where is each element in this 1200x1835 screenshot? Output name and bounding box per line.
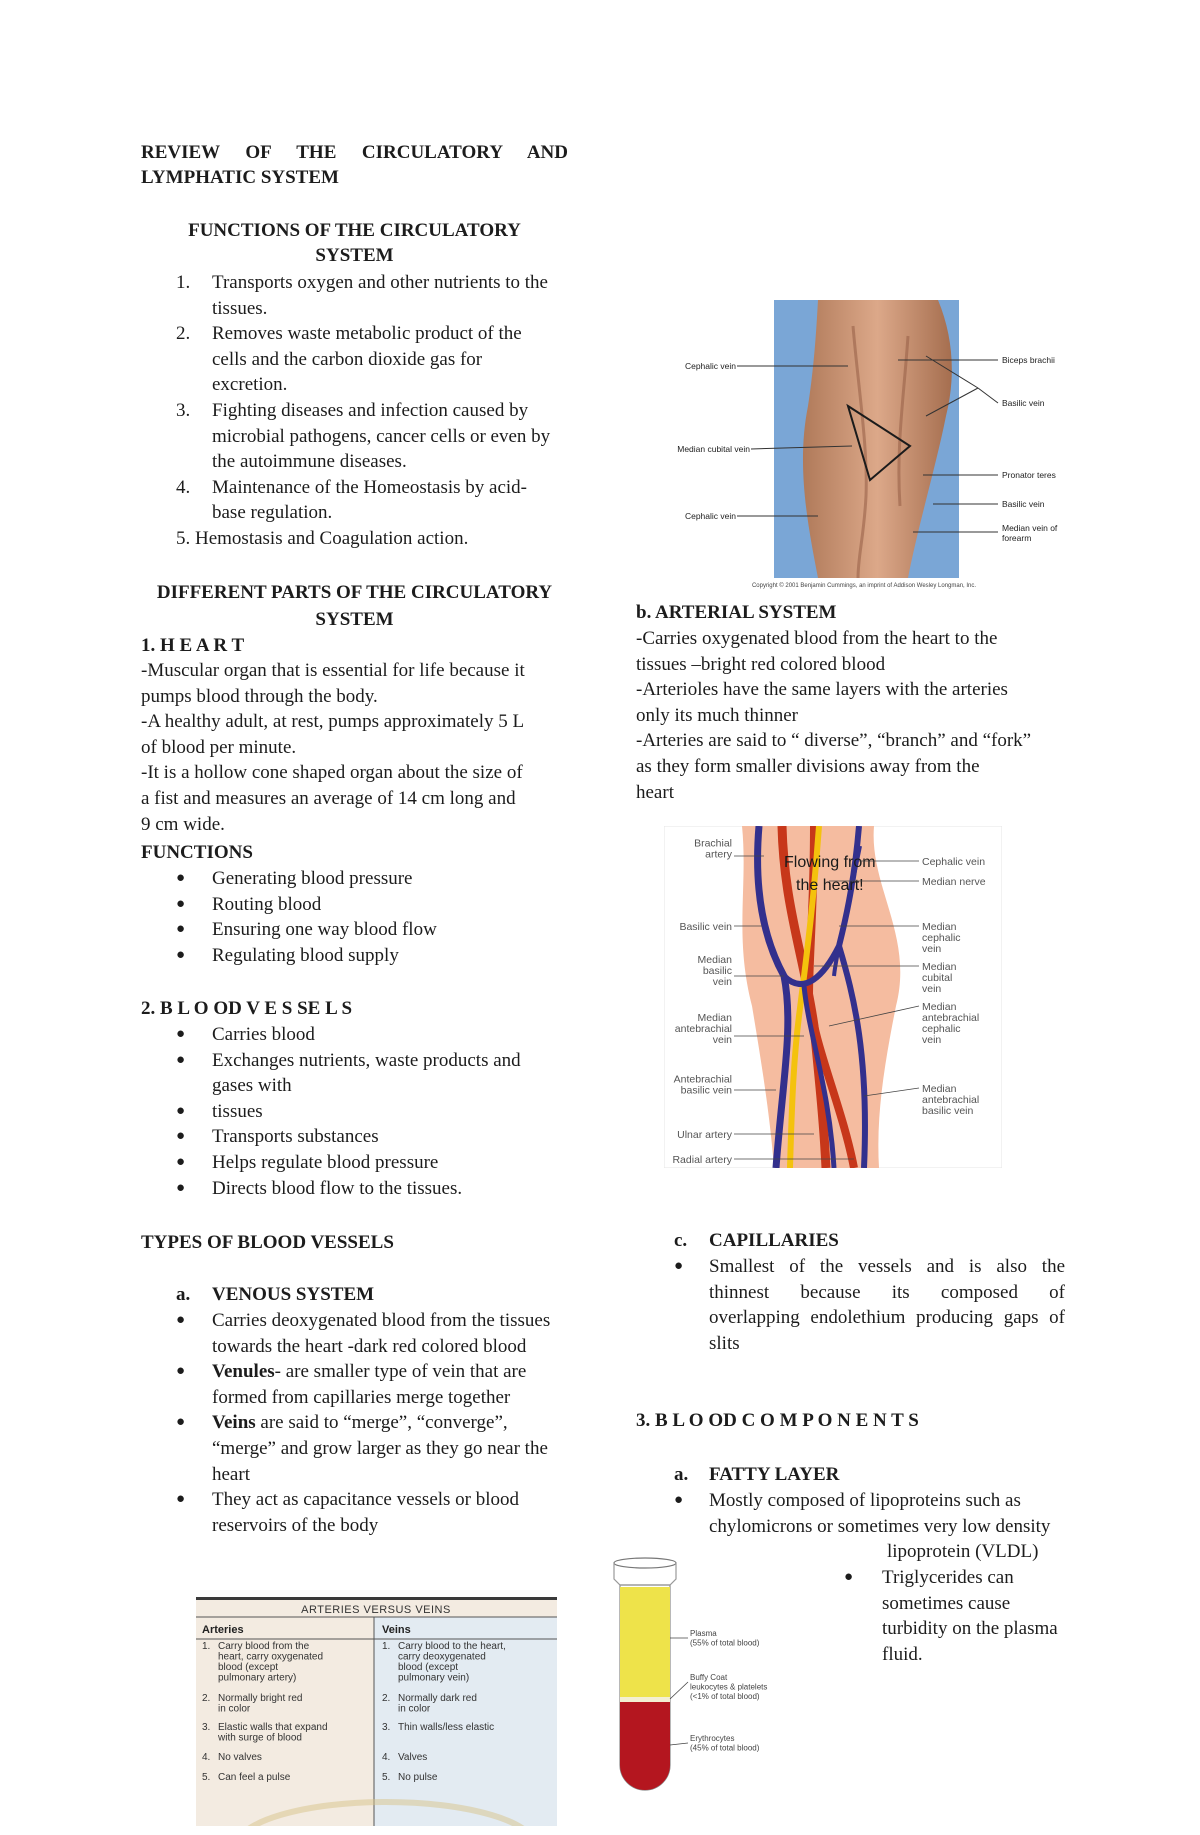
tube-label: Plasma	[690, 1629, 717, 1638]
arterial-heading: b. ARTERIAL SYSTEM	[636, 602, 837, 623]
diagram-label-left: Antebrachial	[673, 1073, 732, 1086]
arm-vessels-diagram	[664, 826, 1002, 1168]
arteries-versus-veins-table	[196, 1597, 557, 1826]
table-cell-number: 5.	[202, 1772, 211, 1783]
diagram-label-left: Radial artery	[672, 1154, 732, 1166]
flow-text-line2: the heart!	[796, 877, 864, 894]
vessels-list	[176, 1022, 576, 1201]
label-cephalic-vein-2: Cephalic vein	[684, 511, 736, 521]
list-item: ● Carries blood	[176, 1024, 315, 1045]
table-cell-text: No valves	[218, 1752, 262, 1763]
blood-tube-figure	[610, 1555, 800, 1800]
list-item: ● They act as capacitance vessels or blood reservoirs of the body	[176, 1489, 520, 1536]
table-cell-text: in color	[218, 1703, 251, 1715]
table-cell-text: Valves	[398, 1752, 428, 1763]
diagram-label-left: Median	[697, 954, 732, 966]
diagram-label-right: cephalic	[922, 1023, 961, 1035]
diagram-label-right: Median	[922, 921, 957, 933]
erythrocytes-layer	[620, 1702, 670, 1790]
list-item: ● Exchanges nutrients, waste products and	[176, 1049, 521, 1071]
table-cell-text: Thin walls/less elastic	[398, 1722, 495, 1733]
components-heading: 3. B L O OD C O M P O N E N T S	[636, 1410, 919, 1431]
tube-label: (55% of total blood)	[690, 1638, 760, 1648]
table-cell-text: Can feel a pulse	[218, 1772, 291, 1783]
table-cell-veins	[382, 1722, 494, 1733]
functions-list	[176, 270, 576, 552]
list-item: ● Helps regulate blood pressure	[176, 1151, 439, 1173]
heart-functions-heading: FUNCTIONS	[141, 842, 253, 863]
list-item: 2. Removes waste metabolic product of the cells and the carbon dioxide gas for excretion.	[176, 323, 522, 396]
table-cell-number: 1.	[382, 1641, 391, 1652]
fatty-label: a.	[674, 1464, 689, 1485]
label-median-vein-forearm-2: forearm	[1002, 533, 1032, 543]
plasma-layer	[620, 1587, 670, 1697]
table-cell-text: Normally bright red	[218, 1693, 303, 1704]
diagram-label-left: Median	[697, 1012, 732, 1024]
list-item: ● tissues	[176, 1100, 263, 1122]
list-item: ● Veins are said to “merge”, “converge”, “merge” and grow larger as they go near the heart	[176, 1412, 548, 1485]
diagram-label-left: Basilic vein	[679, 921, 732, 933]
list-item: ● Mostly composed of lipoproteins such as chylomicrons or sometimes very low density lipoprotein (VLDL)	[674, 1490, 1051, 1563]
triglycerides-list	[844, 1565, 1084, 1667]
list-item: ● Transports substances	[176, 1126, 379, 1148]
table-cell-number: 2.	[382, 1693, 391, 1704]
flow-text-line1: Flowing from	[784, 854, 876, 871]
diagram-label-right: Median	[922, 1083, 957, 1095]
tube-label: Erythrocytes	[690, 1734, 735, 1743]
capillaries-label: c.	[674, 1230, 688, 1251]
table-cell-number: 1.	[202, 1641, 211, 1652]
list-item: ● Routing blood	[176, 893, 322, 915]
list-item: 4. Maintenance of the Homeostasis by acid- base regulation.	[176, 476, 527, 524]
table-cell-text: No pulse	[398, 1772, 438, 1783]
table-cell-text: blood (except	[218, 1662, 279, 1673]
tube-label: leukocytes & platelets	[690, 1682, 768, 1692]
heart-heading: 1. H E A R T	[141, 635, 245, 656]
venous-label: a.	[176, 1284, 191, 1305]
doc-title-line1: REVIEW OF THE CIRCULATORY AND	[141, 142, 568, 163]
label-median-vein-forearm: Median vein of	[1002, 523, 1058, 533]
table-cell-veins	[382, 1752, 427, 1763]
tube-label: (45% of total blood)	[690, 1743, 760, 1753]
table-cell-text: Carry blood from the	[218, 1641, 310, 1652]
diagram-label-right: vein	[922, 943, 942, 955]
diagram-label-right: basilic vein	[922, 1105, 974, 1117]
diagram-label-left: Ulnar artery	[677, 1129, 732, 1141]
table-cell-text: with surge of blood	[218, 1732, 302, 1744]
table-cell-number: 3.	[202, 1722, 211, 1733]
fatty-heading: FATTY LAYER	[709, 1464, 840, 1485]
types-heading: TYPES OF BLOOD VESSELS	[141, 1232, 394, 1253]
buffy-coat-layer	[620, 1697, 670, 1702]
table-cell-number: 5.	[382, 1772, 391, 1783]
figure-copyright: Copyright © 2001 Benjamin Cummings, an imprint of Addison Wesley Longman, Inc.	[751, 583, 977, 589]
tube-labels	[690, 1629, 767, 1753]
diagram-label-right: cephalic	[922, 932, 961, 944]
list-item: 1. Transports oxygen and other nutrients to the tissues.	[176, 272, 548, 319]
label-basilic-vein-2: Basilic vein	[1002, 499, 1045, 509]
arm-veins-photo	[668, 296, 1058, 590]
list-item: ● Triglycerides can sometimes cause turbidity on the plasma fluid.	[844, 1567, 1058, 1665]
diagram-label-left: antebrachial	[674, 1023, 732, 1035]
label-median-cubital-vein: Median cubital vein	[677, 444, 750, 454]
table-cell-number: 4.	[202, 1752, 211, 1763]
label-cephalic-vein-1: Cephalic vein	[684, 361, 736, 371]
table-cell-text: Carry blood to the heart,	[398, 1641, 506, 1652]
fatty-list	[674, 1488, 1094, 1565]
list-item: ● Ensuring one way blood flow	[176, 919, 437, 941]
venous-heading: VENOUS SYSTEM	[212, 1284, 375, 1305]
diagram-label-left: vein	[712, 976, 732, 988]
table-cell-text: carry deoxygenated	[398, 1651, 486, 1663]
diagram-label-right: cubital	[922, 972, 953, 984]
list-item: ● Regulating blood supply	[176, 944, 399, 966]
venous-list	[176, 1308, 576, 1538]
tube-label: Buffy Coat	[690, 1673, 728, 1682]
table-cell-text: pulmonary artery)	[218, 1672, 297, 1684]
table-cell-text: blood (except	[398, 1662, 459, 1673]
diagram-label-right: Median	[922, 1001, 957, 1013]
arterial-description: -Carries oxygenated blood from the heart to the tissues –bright red colored blood -Arterioles have the same layers with the arteries only its much thinner -Arteries are said to “ diverse”, “branch” and “fork” as they form smaller divisions away from the heart	[636, 628, 1032, 803]
table-cell-text: in color	[398, 1703, 431, 1715]
list-item: ● Venules- are smaller type of vein that are formed from capillaries merge together	[176, 1361, 527, 1408]
table-title: ARTERIES VERSUS VEINS	[301, 1604, 451, 1616]
list-item: ● Generating blood pressure	[176, 868, 413, 889]
diagram-label-right: Median nerve	[922, 876, 986, 888]
diagram-label-right: Cephalic vein	[922, 856, 986, 868]
table-header-veins: Veins	[382, 1624, 411, 1636]
diagram-label-left: vein	[712, 1034, 732, 1046]
table-cell-number: 2.	[202, 1693, 211, 1704]
list-item: gases with	[212, 1075, 292, 1097]
label-basilic-vein-1: Basilic vein	[1002, 398, 1045, 408]
diagram-label-left: artery	[705, 848, 732, 861]
tube-label: (<1% of total blood)	[690, 1692, 760, 1701]
vessels-heading: 2. B L O OD V E S SE L S	[141, 998, 353, 1019]
diagram-label-right: vein	[922, 1034, 942, 1046]
heart-functions-list	[176, 866, 576, 968]
table-cell-number: 3.	[382, 1722, 391, 1733]
table-cell-text: pulmonary vein)	[398, 1672, 470, 1684]
list-item: ● Carries deoxygenated blood from the tissues towards the heart -dark red colored blood	[176, 1310, 551, 1357]
diagram-label-left: basilic vein	[680, 1084, 732, 1097]
table-cell-text: Normally dark red	[398, 1693, 477, 1704]
diagram-label-right: vein	[922, 983, 942, 995]
list-item: 5. Hemostasis and Coagulation action.	[176, 527, 469, 549]
functions-heading: FUNCTIONS OF THE CIRCULATORY SYSTEM	[188, 220, 521, 266]
label-biceps-brachii: Biceps brachii	[1002, 355, 1055, 365]
list-item: 3. Fighting diseases and infection caused by microbial pathogens, cancer cells or even by the autoimmune diseases.	[176, 399, 551, 473]
table-cell-number: 4.	[382, 1752, 391, 1763]
heart-description: -Muscular organ that is essential for life because it pumps blood through the body. -A healthy adult, at rest, pumps approximately 5 L of blood per minute. -It is a hollow cone shaped organ about the size of a fist and measures an average of 14 cm long and 9 cm wide.	[141, 660, 525, 835]
list-item: ● Smallest of the vessels and is also the thinnest because its composed of overlapping endolethium producing gaps of slits	[674, 1256, 1065, 1354]
diagram-label-right: Median	[922, 961, 957, 973]
capillaries-list	[674, 1254, 1065, 1356]
list-item: ● Directs blood flow to the tissues.	[176, 1177, 463, 1199]
label-pronator-teres: Pronator teres	[1002, 470, 1056, 480]
table-header-arteries: Arteries	[202, 1624, 244, 1636]
diagram-label-left: basilic	[702, 965, 732, 977]
diagram-label-right: antebrachial	[922, 1094, 980, 1106]
diagram-label-right: antebrachial	[922, 1012, 980, 1024]
parts-heading: DIFFERENT PARTS OF THE CIRCULATORY SYSTEM	[156, 582, 553, 630]
diagram-label-left: Brachial	[694, 837, 732, 850]
doc-title-line2: LYMPHATIC SYSTEM	[141, 167, 339, 188]
capillaries-heading: CAPILLARIES	[709, 1230, 839, 1251]
table-cell-text: Elastic walls that expand	[218, 1722, 328, 1733]
table-cell-text: heart, carry oxygenated	[218, 1651, 324, 1663]
